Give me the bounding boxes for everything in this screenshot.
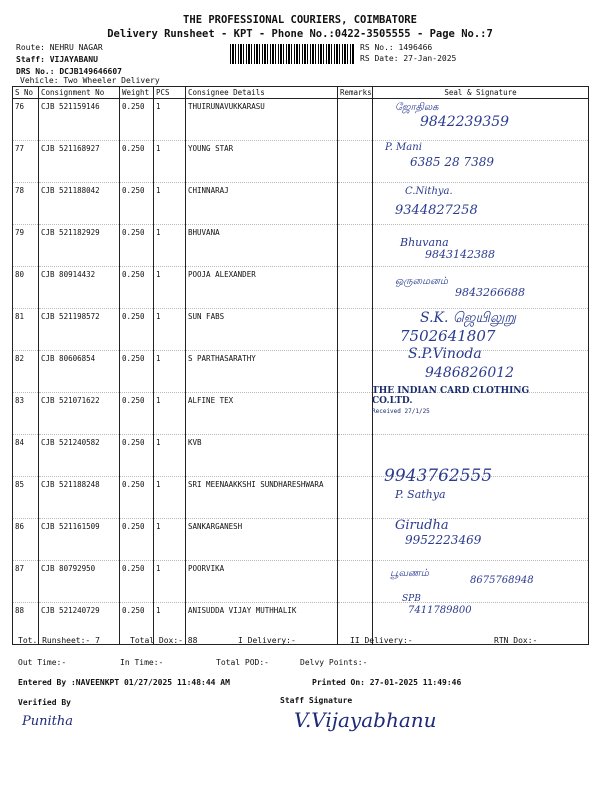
table-row xyxy=(13,141,589,183)
handwritten-signature: C.Nithya. xyxy=(405,186,453,197)
cell-consignment: CJB 521188042 xyxy=(39,183,120,225)
table-row xyxy=(13,183,589,225)
stamp-received-date: Received 27/1/25 xyxy=(372,408,430,415)
cell-consignment: CJB 80914432 xyxy=(39,267,120,309)
company-title: THE PROFESSIONAL COURIERS, COIMBATORE xyxy=(183,14,417,26)
handwritten-phone: 7411789800 xyxy=(408,605,472,616)
rs-date: RS Date: 27-Jan-2025 xyxy=(360,54,457,63)
barcode xyxy=(230,44,354,64)
cell-sno: 86 xyxy=(13,519,39,561)
cell-weight: 0.250 xyxy=(120,477,154,519)
table-row xyxy=(13,435,589,477)
cell-remarks xyxy=(338,183,373,225)
cell-remarks xyxy=(338,309,373,351)
cell-consignee: THUIRUNAVUKKARASU xyxy=(186,99,338,141)
cell-sno: 83 xyxy=(13,393,39,435)
cell-pcs: 1 xyxy=(154,183,186,225)
handwritten-phone: 9843266688 xyxy=(455,286,525,299)
cell-pcs: 1 xyxy=(154,351,186,393)
cell-weight: 0.250 xyxy=(120,561,154,603)
table-row xyxy=(13,519,589,561)
cell-consignee: YOUNG STAR xyxy=(186,141,338,183)
staff-signature: V.Vijayabhanu xyxy=(294,708,437,732)
cell-pcs: 1 xyxy=(154,435,186,477)
rtn-dox: RTN Dox:- xyxy=(494,636,538,645)
col-header-consignee: Consignee Details xyxy=(186,87,338,99)
table-row xyxy=(13,225,589,267)
rs-number: RS No.: 1496466 xyxy=(360,43,433,52)
cell-sno: 76 xyxy=(13,99,39,141)
col-header-sno: S No xyxy=(13,87,39,99)
handwritten-signature: ஜோதிலக xyxy=(395,102,439,113)
cell-consignee: ALFINE TEX xyxy=(186,393,338,435)
handwritten-phone: 9843142388 xyxy=(425,248,495,261)
printed-on: Printed On: 27-01-2025 11:49:46 xyxy=(312,678,462,687)
handwritten-phone: 6385 28 7389 xyxy=(410,155,494,169)
handwritten-phone: 8675768948 xyxy=(470,575,534,586)
col-header-pcs: PCS xyxy=(154,87,186,99)
cell-consignment: CJB 521168927 xyxy=(39,141,120,183)
handwritten-signature: ஒருமைனம் xyxy=(395,276,448,287)
route-label: Route: NEHRU NAGAR xyxy=(16,43,103,52)
cell-consignment: CJB 521240729 xyxy=(39,603,120,645)
vehicle-label: Vehicle: Two Wheeler Delivery xyxy=(20,76,160,85)
cell-consignment: CJB 521071622 xyxy=(39,393,120,435)
cell-weight: 0.250 xyxy=(120,141,154,183)
tot-runsheet: Tot. Runsheet:- 7 xyxy=(18,636,100,645)
ii-delivery: II Delivery:- xyxy=(350,636,413,645)
cell-weight: 0.250 xyxy=(120,183,154,225)
cell-remarks xyxy=(338,477,373,519)
handwritten-phone: 9842239359 xyxy=(420,114,510,130)
cell-remarks xyxy=(338,225,373,267)
cell-sno: 82 xyxy=(13,351,39,393)
cell-pcs: 1 xyxy=(154,603,186,645)
cell-consignee: BHUVANA xyxy=(186,225,338,267)
cell-pcs: 1 xyxy=(154,267,186,309)
handwritten-phone: 9486826012 xyxy=(425,365,515,381)
total-dox: Total Dox:- 88 xyxy=(130,636,198,645)
in-time: In Time:- xyxy=(120,658,164,667)
total-pod: Total POD:- xyxy=(216,658,269,667)
cell-sno: 84 xyxy=(13,435,39,477)
drs-number: DRS No.: DCJB149646607 xyxy=(16,67,122,76)
cell-consignee: KVB xyxy=(186,435,338,477)
cell-pcs: 1 xyxy=(154,141,186,183)
cell-consignment: CJB 521198572 xyxy=(39,309,120,351)
cell-remarks xyxy=(338,267,373,309)
cell-consignment: CJB 80606854 xyxy=(39,351,120,393)
handwritten-signature: S.P.Vinoda xyxy=(408,346,482,362)
col-header-weight: Weight xyxy=(120,87,154,99)
cell-consignee: SUN FABS xyxy=(186,309,338,351)
col-header-signature: Seal & Signature xyxy=(373,87,589,99)
cell-pcs: 1 xyxy=(154,519,186,561)
handwritten-phone: 9943762555 xyxy=(384,466,493,486)
cell-weight: 0.250 xyxy=(120,519,154,561)
cell-remarks xyxy=(338,351,373,393)
cell-weight: 0.250 xyxy=(120,351,154,393)
cell-sno: 81 xyxy=(13,309,39,351)
cell-pcs: 1 xyxy=(154,99,186,141)
cell-consignee: SANKARGANESH xyxy=(186,519,338,561)
table-row xyxy=(13,477,589,519)
delvy-points: Delvy Points:- xyxy=(300,658,368,667)
cell-weight: 0.250 xyxy=(120,267,154,309)
handwritten-signature: பூவணம் xyxy=(390,568,429,579)
cell-consignment: CJB 80792950 xyxy=(39,561,120,603)
cell-remarks xyxy=(338,519,373,561)
cell-consignment: CJB 521159146 xyxy=(39,99,120,141)
verified-by-signature: Punitha xyxy=(22,714,73,729)
cell-consignment: CJB 521188248 xyxy=(39,477,120,519)
cell-sno: 77 xyxy=(13,141,39,183)
out-time: Out Time:- xyxy=(18,658,67,667)
table-header-row xyxy=(13,87,589,99)
cell-pcs: 1 xyxy=(154,561,186,603)
col-header-remarks: Remarks xyxy=(338,87,373,99)
handwritten-signature: Bhuvana xyxy=(400,236,449,249)
col-header-consignment: Consignment No xyxy=(39,87,120,99)
company-seal-stamp xyxy=(372,386,542,436)
cell-pcs: 1 xyxy=(154,225,186,267)
cell-weight: 0.250 xyxy=(120,435,154,477)
entered-by: Entered By :NAVEENKPT 01/27/2025 11:48:44 AM xyxy=(18,678,230,687)
cell-sno: 79 xyxy=(13,225,39,267)
cell-consignee: SRI MEENAAKKSHI SUNDHARESHWARA xyxy=(186,477,338,519)
cell-remarks xyxy=(338,435,373,477)
cell-sno: 88 xyxy=(13,603,39,645)
cell-consignee: POORVIKA xyxy=(186,561,338,603)
stamp-title: THE INDIAN CARD CLOTHING CO.LTD. xyxy=(372,386,530,406)
cell-remarks xyxy=(338,393,373,435)
handwritten-phone: 9952223469 xyxy=(405,533,482,547)
i-delivery: I Delivery:- xyxy=(238,636,296,645)
cell-consignment: CJB 521161509 xyxy=(39,519,120,561)
cell-weight: 0.250 xyxy=(120,603,154,645)
staff-label: Staff: VIJAYABANU xyxy=(16,55,98,64)
cell-consignee: CHINNARAJ xyxy=(186,183,338,225)
handwritten-phone: 9344827258 xyxy=(395,203,478,218)
cell-consignment: CJB 521182929 xyxy=(39,225,120,267)
cell-pcs: 1 xyxy=(154,477,186,519)
cell-consignee: POOJA ALEXANDER xyxy=(186,267,338,309)
cell-remarks xyxy=(338,561,373,603)
cell-weight: 0.250 xyxy=(120,225,154,267)
runsheet-subtitle: Delivery Runsheet - KPT - Phone No.:0422-3505555 - Page No.:7 xyxy=(107,28,493,40)
cell-sno: 80 xyxy=(13,267,39,309)
cell-remarks xyxy=(338,141,373,183)
handwritten-signature: SPB xyxy=(402,594,421,604)
handwritten-signature: P. Mani xyxy=(385,142,422,153)
handwritten-signature: P. Sathya xyxy=(395,488,446,501)
cell-weight: 0.250 xyxy=(120,393,154,435)
cell-consignee: S PARTHASARATHY xyxy=(186,351,338,393)
staff-signature-label: Staff Signature xyxy=(280,696,353,705)
handwritten-phone: 7502641807 xyxy=(400,327,496,345)
cell-consignee: ANISUDDA VIJAY MUTHHALIK xyxy=(186,603,338,645)
cell-pcs: 1 xyxy=(154,393,186,435)
cell-sno: 78 xyxy=(13,183,39,225)
cell-weight: 0.250 xyxy=(120,99,154,141)
handwritten-signature: S.K. ஜெயிலுறு xyxy=(420,310,516,326)
cell-remarks xyxy=(338,99,373,141)
cell-pcs: 1 xyxy=(154,309,186,351)
cell-sno: 87 xyxy=(13,561,39,603)
cell-weight: 0.250 xyxy=(120,309,154,351)
verified-by-label: Verified By xyxy=(18,698,71,707)
cell-consignment: CJB 521240582 xyxy=(39,435,120,477)
cell-sno: 85 xyxy=(13,477,39,519)
handwritten-signature: Girudha xyxy=(395,518,449,533)
